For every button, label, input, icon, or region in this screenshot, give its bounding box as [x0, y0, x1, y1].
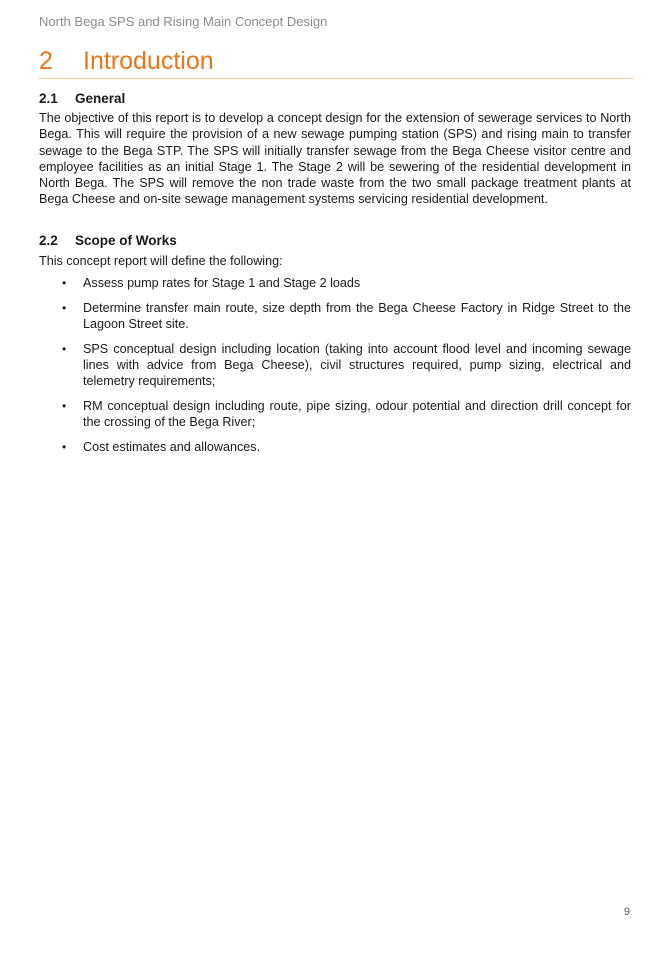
running-header: North Bega SPS and Rising Main Concept Design: [39, 14, 328, 29]
list-item-text: Cost estimates and allowances.: [83, 440, 261, 455]
section-heading-scope: [39, 233, 177, 248]
section-title: Scope of Works: [75, 233, 177, 248]
scope-bullet-list: [39, 276, 631, 466]
bullet-icon: •: [62, 301, 67, 316]
chapter-heading: [39, 46, 633, 79]
list-item: [39, 342, 631, 389]
list-item: [39, 276, 631, 292]
section-number: 2.1: [39, 91, 58, 106]
section-title: General: [75, 91, 126, 106]
general-paragraph: The objective of this report is to develop a concept design for the extension of sewerage services to North Bega. This will require the provision of a new sewage pumping station (SPS) and rising main to transfer sewage to the Bega STP. The SPS will initially transfer sewage from the Bega Cheese visitor centre and employee facilities as an initial Stage 1. The Stage 2 will be sewering of the residential development in North Bega. The SPS will remove the non trade waste from the two small package treatment plants at Bega Cheese and on-site sewage management systems servicing residential development.: [39, 111, 631, 207]
scope-intro-paragraph: This concept report will define the following:: [39, 254, 283, 268]
list-item-text: SPS conceptual design including location (taking into account flood level and incoming sewage lines with advice from Bega Cheese), civil structures required, pump sizing, electrical and telemetry requirements;: [83, 342, 631, 388]
bullet-icon: •: [62, 342, 67, 357]
section-heading-general: [39, 91, 125, 106]
page-number: 9: [623, 906, 630, 918]
list-item-text: RM conceptual design including route, pipe sizing, odour potential and direction drill concept for the crossing of the Bega River;: [83, 399, 631, 430]
bullet-icon: •: [62, 440, 67, 455]
chapter-title: Introduction: [83, 47, 214, 75]
chapter-number: 2: [39, 47, 53, 75]
bullet-icon: •: [62, 399, 67, 414]
bullet-icon: •: [62, 276, 67, 290]
section-number: 2.2: [39, 233, 58, 248]
list-item: [39, 440, 631, 456]
list-item-text: Assess pump rates for Stage 1 and Stage 2 loads: [83, 276, 361, 290]
list-item: [39, 301, 631, 333]
list-item: [39, 399, 631, 431]
list-item-text: Determine transfer main route, size depth from the Bega Cheese Factory in Ridge Street to the Lagoon Street site.: [83, 301, 631, 332]
